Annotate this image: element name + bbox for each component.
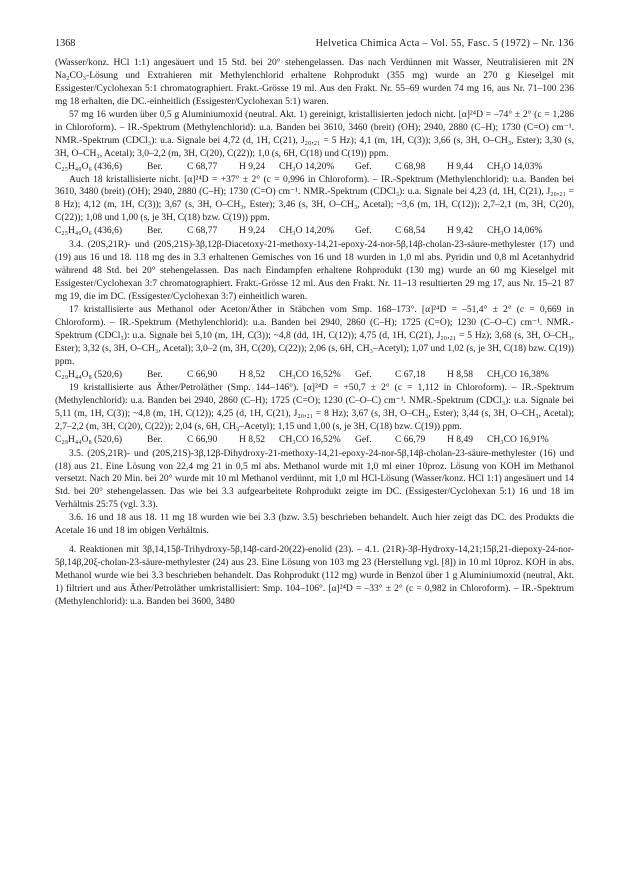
paragraph-section-3-5: 3.5. (20S,21R)- und (20S,21S)-3β,12β-Dihydroxy-21-methoxy-14,21-epoxy-24-nor-5β,14β-cholan-23-säure-methylester (16) und (18) aus 21. Eine Lösung von 22,4 mg 21 in 0,5 ml abs. Methanol wurde mit 1,0 ml einer 10proz. Lösung von KOH im Methanol versetzt. Nach 20 Min. bei 20° wurde mit 10 ml Methanol verdünnt, mit 1,0 ml HCl-Lösung (Wasser/konz. HCl 1:1) angesäuert und 14 Std. bei 20° stehengelassen. Das wie bei 3.3 aufgearbeitete Rohprodukt zeigte im DC. (Essigester/Cyclohexan 5:1) 16 und 18 im Verhältnis 25:75 (vgl. 3.3). (55, 447, 574, 511)
paragraph-compound-18: Auch 18 kristallisierte nicht. [α]²⁴D = +37° ± 2° (c = 0,996 in Chloroform). – IR.-Spektrum (Methylenchlorid): u.a. Banden bei 3610, 3480 (breit) (OH); 2940, 2880 (C–H); 1730 (C=O) cm⁻¹. NMR.-Spektrum (CDCl₃): u.a. Signale bei 4,23 (d, 1H, C(21), J₂₀,₂₁ = 8 Hz); 4,12 (m, 1H, C(3)); 3,67 (s, 3H, O–CH₃, Ester); 3,46 (s, 3H, O–CH₃, Acetal); ~3,6 (m, 1H, C(12)); 2,7–2,1 (m, 3H, C(20), C(22)); 1,08 und 1,00 (s, je 3H, C(18) bzw. C(19)) ppm. (55, 173, 574, 224)
analysis-ber-label: Ber. (147, 225, 163, 237)
analysis-gef-group: CH₃O 14,06% (487, 225, 543, 237)
analysis-gef-group: CH₃O 14,03% (487, 160, 543, 172)
analysis-ber-c: C 66,90 (187, 368, 218, 380)
analysis-gef-c: C 68,98 (395, 160, 426, 172)
analysis-gef-h: H 9,42 (447, 225, 473, 237)
analysis-ber-h: H 8,52 (239, 433, 265, 445)
analysis-ber-label: Ber. (147, 160, 163, 172)
analysis-gef-label: Gef. (355, 160, 372, 172)
analysis-ber-c: C 66,90 (187, 433, 218, 445)
page (55, 38, 574, 609)
paragraph-workup-16-18: (Wasser/konz. HCl 1:1) angesäuert und 15 Std. bei 20° stehengelassen. Das nach Verdünnen mit Wasser, Neutralisieren mit 2N Na₂CO₃-Lösung und Extrahieren mit Methylenchlorid erhaltene Rohprodukt (355 mg) wurde an 270 g Kieselgel mit Essigester/Cyclohexan 5:1 chromatographiert. Frakt.-Grösse 19 ml. Aus den Frakt. Nr. 55–69 wurden 74 mg 16, aus Nr. 71–100 236 mg 18 erhalten, die DC.-einheitlich (Essigester/Cyclohexan 5:1) waren. (55, 56, 574, 107)
analysis-ber-label: Ber. (147, 433, 163, 445)
page-number: 1368 (55, 38, 76, 49)
analysis-ber-group: CH₃CO 16,52% (279, 433, 341, 445)
paragraph-compound-19: 19 kristallisierte aus Äther/Petroläther (Smp. 144–146°). [α]²⁴D = +50,7 ± 2° (c = 1,112 in Chloroform). – IR.-Spektrum (Methylenchlorid): u.a. Banden bei 2940, 2860 (C–H); 1725 (C=O); 1230 (C–O–C) cm⁻¹. NMR.-Spektrum (CDCl₃): u.a. Signale bei 5,11 (m, 1H, C(3)); ~4,8 (m, 1H, C(12)); 4,25 (d, 1H, C(21), J₂₀,₂₁ = 8 Hz); 3,67 (s, 3H, O–CH₃, Ester); 3,44 (s, 3H, O–CH₃, Acetal); 2,7–2,2 (m, 3H, C(20), C(22)); 2,04 (s, 6H, CH₃–Acetyl); 1,15 und 1,00 (s, je 3H, C(18) bzw. C(19)) ppm. (55, 381, 574, 432)
analysis-formula: C₂₉H₄₄O₈ (520,6) (55, 368, 123, 380)
analysis-ber-c: C 68,77 (187, 225, 218, 237)
paragraph-compound-17: 17 kristallisierte aus Methanol oder Aceton/Äther in Stäbchen vom Smp. 168–173°. [α]²⁴D = –51,4° ± 2° (c = 0,669 in Chloroform). – IR.-Spektrum (Methylenchlorid): u.a. Banden bei 2940, 2860 (C–H); 1725 (C=O); 1230 (C–O–C) cm⁻¹. NMR.-Spektrum (CDCl₃): u.a. Signale bei 5,10 (m, 1H, C(3)); ~4,8 (dd, 1H, C(12)); 4,75 (d, 1H, C(21), J₂₀,₂₁ = 5 Hz); 3,68 (s, 3H, O–CH₃, Ester); 3,32 (s, 3H, O–CH₃, Acetal); 3,0–2 (m, 3H, C(20), C(22)); 2,06 (s, 6H, CH₃–Acetyl); 1,07 und 1,02 (s, je 3H, C(18) bzw. C(19)) ppm. (55, 304, 574, 367)
analysis-formula: C₂₉H₄₄O₈ (520,6) (55, 433, 123, 445)
elemental-analysis-16 (55, 161, 574, 174)
analysis-gef-c: C 66,79 (395, 433, 426, 445)
analysis-ber-h: H 9,24 (239, 225, 265, 237)
analysis-gef-c: C 67,18 (395, 368, 426, 380)
analysis-ber-h: H 8,52 (239, 368, 265, 380)
analysis-gef-label: Gef. (355, 368, 372, 380)
page-header (55, 38, 574, 51)
analysis-ber-h: H 9,24 (239, 160, 265, 172)
analysis-gef-group: CH₃CO 16,38% (487, 368, 549, 380)
paragraph-section-4: 4. Reaktionen mit 3β,14,15β-Trihydroxy-5β,14β-card-20(22)-enolid (23). – 4.1. (21R)-3β-Hydroxy-14,21;15β,21-diepoxy-24-nor-5β,14β,20ξ-cholan-23-säure-methylester (24) aus 23. Eine Lösung von 103 mg 23 (Herstellung vgl. [8]) in 10 ml 10proz. KOH in abs. Methanol wurde wie bei 3.3 beschrieben behandelt. Das Rohprodukt (112 mg) wurde in Benzol über 1 g Aluminiumoxid (neutral, Akt. 1) filtriert und aus Äther/Petroläther umkristallisiert: Smp. 104–106°. [α]²⁴D = –33° ± 2° (c = 0,982 in Chloroform). – IR.-Spektrum (Methylenchlorid): u.a. Banden bei 3600, 3480 (55, 544, 574, 608)
analysis-gef-h: H 8,58 (447, 368, 473, 380)
elemental-analysis-19 (55, 434, 574, 447)
analysis-gef-h: H 9,44 (447, 160, 473, 172)
elemental-analysis-17 (55, 369, 574, 382)
analysis-gef-label: Gef. (355, 433, 372, 445)
analysis-ber-group: CH₃O 14,20% (279, 160, 335, 172)
journal-running-title: Helvetica Chimica Acta – Vol. 55, Fasc. 5 (1972) – Nr. 136 (315, 38, 574, 49)
analysis-formula: C₂₅H₄₀O₆ (436,6) (55, 160, 123, 172)
paragraph-compound-16: 57 mg 16 wurden über 0,5 g Aluminiumoxid (neutral. Akt. 1) gereinigt, kristallisierten jedoch nicht. [α]²⁴D = –74° ± 2° (c = 1,286 in Chloroform). – IR.-Spektrum (Methylenchlorid): u.a. Banden bei 3610, 3460 (breit) (OH); 2940, 2880 (C–H); 1730 (C=O) cm⁻¹. NMR.-Spektrum (CDCl₃): u.a. Signale bei 4,72 (d, 1H, C(21), J₂₀,₂₁ = 5 Hz); 4,1 (m, 1H, C(3)); 3,66 (s, 3H, O–CH₃, Ester); 3,30 (s, 3H, O–CH₃, Acetal); 3,0–2,2 (m, 3H, C(20), C(22)); 1,0 (s, 6H, C(18) und C(19)) ppm. (55, 108, 574, 159)
paragraph-section-3-4: 3.4. (20S,21R)- und (20S,21S)-3β,12β-Diacetoxy-21-methoxy-14,21-epoxy-24-nor-5β,14β-cholan-23-säure-methylester (17) und (19) aus 16 und 18. 118 mg des in 3.3 erhaltenen Gemisches von 16 und 18 wurden in 1,0 ml abs. Pyridin und 0,8 ml Acetanhydrid während 48 Std. bei 20° stehengelassen. Das nach Eindampfen erhaltene Rohprodukt (130 mg) wurde an 60 mg Kieselgel mit Essigester/Cyclohexan 3:7 chromatographiert. Frakt.-Grösse 12 ml. Aus den Frakt. Nr. 11–13 resultierten 29 mg 17, aus Nr. 15–21 87 mg 19, die im DC. (Essigester/Cyclohexan 3:7) einheitlich waren. (55, 239, 574, 303)
analysis-gef-h: H 8,49 (447, 433, 473, 445)
paragraph-section-3-6: 3.6. 16 und 18 aus 18. 11 mg 18 wurden wie bei 3.3 (bzw. 3.5) beschrieben behandelt. Auch hier zeigt das DC. des Produkts die Acetale 16 und 18 im obigen Verhältnis. (55, 512, 574, 537)
analysis-gef-c: C 68,54 (395, 225, 426, 237)
analysis-ber-group: CH₃CO 16,52% (279, 368, 341, 380)
analysis-gef-label: Gef. (355, 225, 372, 237)
analysis-ber-c: C 68,77 (187, 160, 218, 172)
analysis-formula: C₂₅H₄₀O₆ (436,6) (55, 225, 123, 237)
analysis-gef-group: CH₃CO 16,91% (487, 433, 549, 445)
analysis-ber-group: CH₃O 14,20% (279, 225, 335, 237)
elemental-analysis-18 (55, 225, 574, 238)
analysis-ber-label: Ber. (147, 368, 163, 380)
